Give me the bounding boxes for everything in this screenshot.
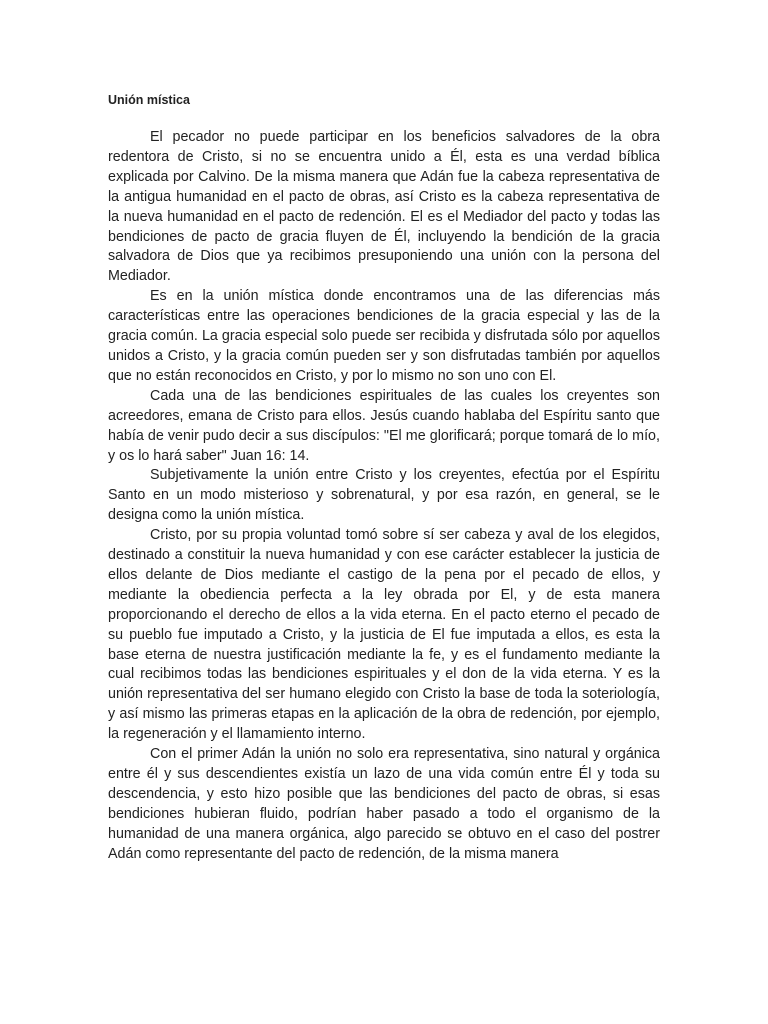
document-body [108, 128, 660, 865]
paragraph-4: Subjetivamente la unión entre Cristo y los creyentes, efectúa por el Espíritu Santo en un modo misterioso y sobrenatural, y por esa razón, en general, se le designa como la unión mística. [108, 467, 660, 524]
paragraph-2: Es en la unión mística donde encontramos una de las diferencias más características entre las operaciones bendiciones de la gracia especial y las de la gracia común. La gracia especial solo puede ser recibida y disfrutada sólo por aquellos unidos a Cristo, y la gracia común pueden ser y son disfrutadas también por aquellos que no están reconocidos en Cristo, y por lo mismo no son uno con El. [108, 288, 660, 384]
paragraph-3: Cada una de las bendiciones espirituales de las cuales los creyentes son acreedores, emana de Cristo para ellos. Jesús cuando hablaba del Espíritu santo que había de venir pudo decir a sus discípulos: "El me glorificará; porque tomará de lo mío, y os lo hará saber" Juan 16: 14. [108, 387, 660, 464]
document-title: Unión mística [108, 93, 190, 107]
paragraph-5: Cristo, por su propia voluntad tomó sobre sí ser cabeza y aval de los elegidos, destinado a constituir la nueva humanidad y con ese carácter establecer la justicia de ellos delante de Dios mediante el castigo de la pena por el pecado de ellos, y mediante la obediencia perfecta a la ley obrada por El, y de esta manera proporcionando el derecho de ellos a la vida eterna. En el pacto eterno el pecado de su pueblo fue imputado a Cristo, y la justicia de El fue imputada a ellos, es esta la base eterna de nuestra justificación mediante la fe, y es el fundamento mediante la cual recibimos todas las bendiciones espirituales y el don de la vida eterna. Y es la unión representativa del ser humano elegido con Cristo la base de toda la soteriología, y así mismo las primeras etapas en la aplicación de la obra de redención, por ejemplo, la regeneración y el llamamiento interno. [108, 527, 660, 743]
paragraph-1: El pecador no puede participar en los beneficios salvadores de la obra redentora de Cristo, si no se encuentra unido a Él, esta es una verdad bíblica explicada por Calvino. De la misma manera que Adán fue la cabeza representativa de la antigua humanidad en el pacto de obras, así Cristo es la cabeza representativa de la nueva humanidad en el pacto de redención. El es el Mediador del pacto y todas las bendiciones de pacto de gracia fluyen de Él, incluyendo la bendición de la gracia salvadora de Dios que ya recibimos presuponiendo una unión con la persona del Mediador. [108, 129, 660, 285]
paragraph-6: Con el primer Adán la unión no solo era representativa, sino natural y orgánica entre él y sus descendientes existía un lazo de una vida común entre Él y toda su descendencia, y esto hizo posible que las bendiciones del pacto de obras, si esas bendiciones hubieran fluido, podrían haber pasado a todo el organismo de la humanidad de una manera orgánica, algo parecido se obtuvo en el caso del postrer Adán como representante del pacto de redención, de la misma manera [108, 746, 660, 862]
